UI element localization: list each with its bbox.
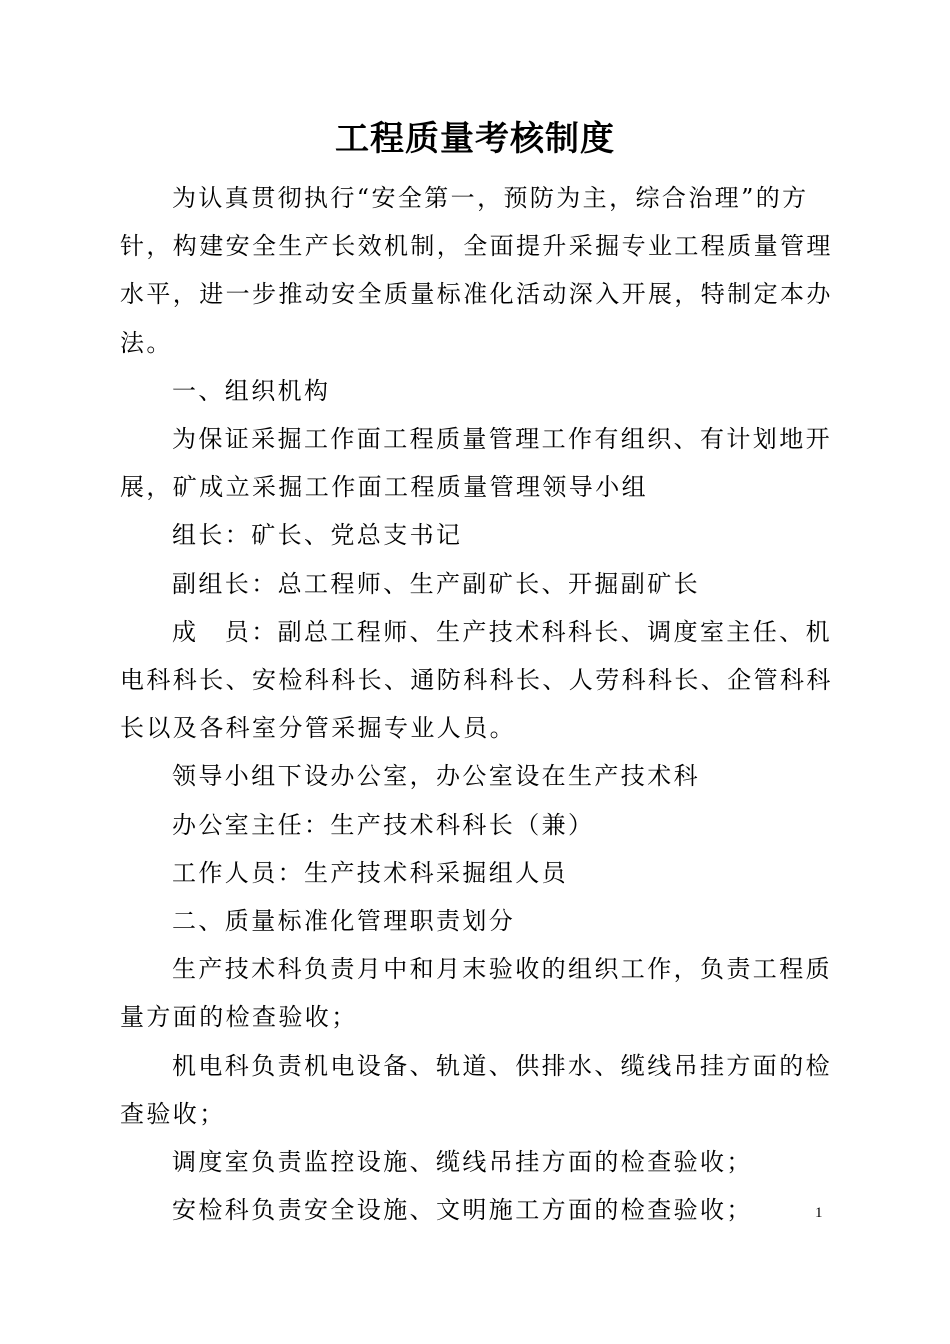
page-number: 1 <box>815 1205 823 1221</box>
paragraph-duty-dispatch: 调度室负责监控设施、缆线吊挂方面的检查验收； <box>172 1148 753 1177</box>
paragraph-group-leader: 组长：矿长、党总支书记 <box>172 521 463 550</box>
section-heading-organization: 一、组织机构 <box>172 376 331 405</box>
section-heading-duties: 二、质量标准化管理职责划分 <box>172 907 516 936</box>
document-title: 工程质量考核制度 <box>335 119 615 159</box>
paragraph-members: 成 员：副总工程师、生产技术科科长、调度室主任、机电科科长、安检科科长、通防科科长、人劳科科长、企管科科长以及各科室分管采掘专业人员。 <box>120 617 833 743</box>
paragraph-intro: 为认真贯彻执行“安全第一，预防为主，综合治理”的方针，构建安全生产长效机制，全面提升采掘专业工程质量管理水平，进一步推动安全质量标准化活动深入开展，特制定本办法。 <box>120 184 833 357</box>
paragraph-duty-production: 生产技术科负责月中和月末验收的组织工作，负责工程质量方面的检查验收； <box>120 955 832 1032</box>
paragraph-duty-mechanical: 机电科负责机电设备、轨道、供排水、缆线吊挂方面的检查验收； <box>120 1051 832 1128</box>
paragraph-office: 领导小组下设办公室，办公室设在生产技术科 <box>172 762 700 791</box>
paragraph-organization: 为保证采掘工作面工程质量管理工作有组织、有计划地开展，矿成立采掘工作面工程质量管理领导小组 <box>120 425 832 502</box>
document-body <box>120 174 840 1234</box>
paragraph-deputy-leader: 副组长：总工程师、生产副矿长、开掘副矿长 <box>172 569 700 598</box>
paragraph-duty-safety: 安检科负责安全设施、文明施工方面的检查验收； <box>172 1196 753 1225</box>
paragraph-office-director: 办公室主任：生产技术科科长（兼） <box>172 810 595 839</box>
paragraph-staff: 工作人员：生产技术科采掘组人员 <box>172 858 568 887</box>
